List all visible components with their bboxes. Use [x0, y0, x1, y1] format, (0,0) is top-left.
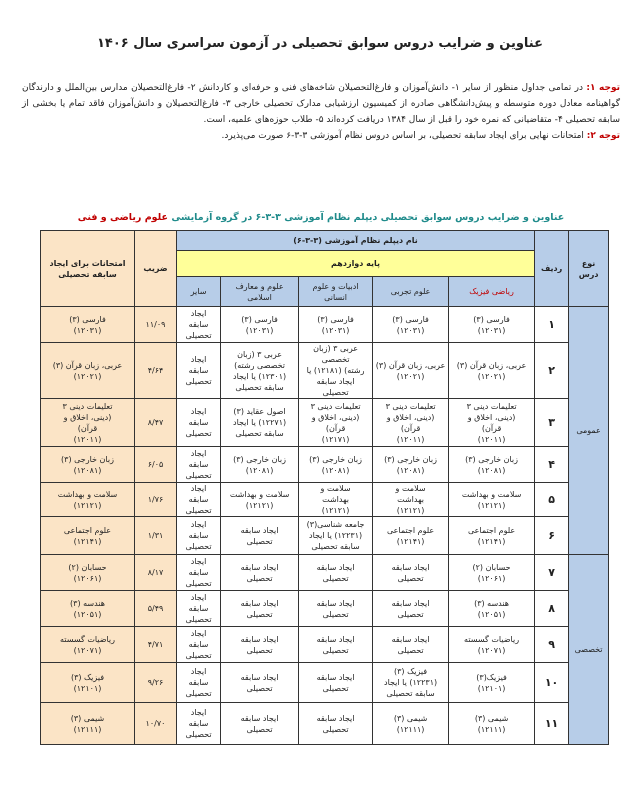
table-row — [41, 483, 609, 517]
cell-exam: عربی، زبان قرآن (۳) (۱۲۰۲۱) — [41, 343, 135, 399]
header-field-experimental: علوم تجربی — [373, 277, 449, 307]
row-number: ۱ — [535, 307, 569, 343]
row-number: ۶ — [535, 517, 569, 555]
cell-field-math: فیزیک(۳) (۱۲۱۰۱) — [449, 663, 535, 703]
table-row — [41, 627, 609, 663]
cell-field-islamic: ایجاد سابقه تحصیلی — [221, 703, 299, 745]
cell-field-math: شیمی (۳) (۱۲۱۱۱) — [449, 703, 535, 745]
cell-coef: ۱/۳۱ — [135, 517, 177, 555]
table-body — [41, 307, 609, 745]
cell-field-islamic: ایجاد سابقه تحصیلی — [221, 517, 299, 555]
table-title-group: علوم ریاضی و فنی — [77, 212, 168, 223]
cell-exam: فارسی (۳) (۱۲۰۳۱) — [41, 307, 135, 343]
header-lesson-type: نوع درس — [569, 231, 609, 307]
note-1-label: توجه ۱: — [586, 83, 621, 93]
cell-field-other: ایجاد سابقه تحصیلی — [177, 663, 221, 703]
table-row — [41, 663, 609, 703]
row-number: ۷ — [535, 555, 569, 591]
cell-field-islamic: ایجاد سابقه تحصیلی — [221, 627, 299, 663]
cell-coef: ۶/۰۵ — [135, 447, 177, 483]
cell-field-humanities: تعلیمات دینی ۳ (دینی، اخلاق و قرآن) (۱۲۱۷۱) — [299, 399, 373, 447]
cell-field-other: ایجاد سابقه تحصیلی — [177, 627, 221, 663]
cell-field-math: فارسی (۳) (۱۲۰۳۱) — [449, 307, 535, 343]
cell-field-humanities: ایجاد سابقه تحصیلی — [299, 591, 373, 627]
table-title-main: عناوین و ضرایب دروس سوابق تحصیلی دیپلم نظام آموزشی ۳-۳-۶ در گروه آزمایشی — [171, 212, 565, 223]
notes — [22, 80, 620, 144]
table-title — [22, 212, 620, 223]
cell-field-other: ایجاد سابقه تحصیلی — [177, 307, 221, 343]
cell-exam: سلامت و بهداشت (۱۲۱۲۱) — [41, 483, 135, 517]
header-exams: امتحانات برای ایجاد سابقه تحصیلی — [41, 231, 135, 307]
cell-field-humanities: سلامت و بهداشت (۱۲۱۲۱) — [299, 483, 373, 517]
row-number: ۸ — [535, 591, 569, 627]
header-field-islamic: علوم و معارف اسلامی — [221, 277, 299, 307]
cell-field-experimental: فیزیک (۳) (۱۲۲۳۱) یا ایجاد سابقه تحصیلی — [373, 663, 449, 703]
cell-exam: علوم اجتماعی (۱۲۱۴۱) — [41, 517, 135, 555]
cell-field-experimental: تعلیمات دینی ۳ (دینی، اخلاق و قرآن) (۱۲۰۱۱) — [373, 399, 449, 447]
row-number: ۵ — [535, 483, 569, 517]
cell-field-islamic: اصول عقاید (۳) (۱۲۲۷۱) یا ایجاد سابقه تحصیلی — [221, 399, 299, 447]
cell-field-islamic: عربی ۳ (زبان تخصصی رشته) (۱۲۳۰۱) یا ایجاد سابقه تحصیلی — [221, 343, 299, 399]
cell-field-math: هندسه (۳) (۱۲۰۵۱) — [449, 591, 535, 627]
cell-exam: فیزیک (۳) (۱۲۱۰۱) — [41, 663, 135, 703]
note-2 — [22, 128, 620, 144]
cell-coef: ۴/۶۴ — [135, 343, 177, 399]
row-number: ۳ — [535, 399, 569, 447]
cell-field-math: زبان خارجی (۳) (۱۲۰۸۱) — [449, 447, 535, 483]
table-row — [41, 555, 609, 591]
cell-coef: ۹/۲۶ — [135, 663, 177, 703]
cell-field-other: ایجاد سابقه تحصیلی — [177, 483, 221, 517]
note-2-label: توجه ۲: — [586, 131, 620, 141]
cell-field-experimental: علوم اجتماعی (۱۲۱۴۱) — [373, 517, 449, 555]
cell-field-other: ایجاد سابقه تحصیلی — [177, 517, 221, 555]
table-row — [41, 307, 609, 343]
cell-field-humanities: ایجاد سابقه تحصیلی — [299, 663, 373, 703]
lesson-type-general: عمومی — [569, 307, 609, 555]
cell-field-islamic: ایجاد سابقه تحصیلی — [221, 555, 299, 591]
cell-coef: ۱۱/۰۹ — [135, 307, 177, 343]
row-number: ۱۱ — [535, 703, 569, 745]
header-grade: پایه دوازدهم — [177, 251, 535, 277]
cell-field-math: عربی، زبان قرآن (۳) (۱۲۰۲۱) — [449, 343, 535, 399]
cell-field-islamic: زبان خارجی (۳) (۱۲۰۸۱) — [221, 447, 299, 483]
cell-field-math: علوم اجتماعی (۱۲۱۴۱) — [449, 517, 535, 555]
cell-field-experimental: زبان خارجی (۳) (۱۲۰۸۱) — [373, 447, 449, 483]
cell-field-other: ایجاد سابقه تحصیلی — [177, 343, 221, 399]
table-row — [41, 447, 609, 483]
coefficients-table — [40, 230, 609, 745]
cell-field-other: ایجاد سابقه تحصیلی — [177, 703, 221, 745]
note-1 — [22, 80, 620, 128]
cell-field-other: ایجاد سابقه تحصیلی — [177, 591, 221, 627]
cell-field-other: ایجاد سابقه تحصیلی — [177, 555, 221, 591]
table-row — [41, 399, 609, 447]
cell-field-experimental: سلامت و بهداشت (۱۲۱۲۱) — [373, 483, 449, 517]
cell-exam: شیمی (۳) (۱۲۱۱۱) — [41, 703, 135, 745]
row-number: ۲ — [535, 343, 569, 399]
header-field-humanities: ادبیات و علوم انسانی — [299, 277, 373, 307]
cell-coef: ۸/۱۷ — [135, 555, 177, 591]
cell-field-humanities: زبان خارجی (۳) (۱۲۰۸۱) — [299, 447, 373, 483]
cell-field-other: ایجاد سابقه تحصیلی — [177, 447, 221, 483]
cell-exam: ریاضیات گسسته (۱۲۰۷۱) — [41, 627, 135, 663]
cell-coef: ۱/۷۶ — [135, 483, 177, 517]
lesson-type-specialized: تخصصی — [569, 555, 609, 745]
cell-field-experimental: شیمی (۳) (۱۲۱۱۱) — [373, 703, 449, 745]
cell-field-humanities: جامعه شناسی(۳) (۱۲۲۳۱) یا ایجاد سابقه تحصیلی — [299, 517, 373, 555]
header-field-math: ریاضی فیزیک — [449, 277, 535, 307]
table-row — [41, 517, 609, 555]
cell-field-experimental: فارسی (۳) (۱۲۰۳۱) — [373, 307, 449, 343]
table-row — [41, 703, 609, 745]
cell-exam: تعلیمات دینی ۳ (دینی، اخلاق و قرآن) (۱۲۰۱۱) — [41, 399, 135, 447]
note-2-text: امتحانات نهایی برای ایجاد سابقه تحصیلی، بر اساس دروس نظام آموزشی ۳-۳-۶ صورت می‌پذیرد. — [221, 131, 584, 141]
cell-field-math: تعلیمات دینی ۳ (دینی، اخلاق و قرآن) (۱۲۰۱۱) — [449, 399, 535, 447]
header-field-other: سایر — [177, 277, 221, 307]
cell-field-experimental: عربی، زبان قرآن (۳) (۱۲۰۲۱) — [373, 343, 449, 399]
cell-coef: ۸/۴۷ — [135, 399, 177, 447]
cell-field-humanities: ایجاد سابقه تحصیلی — [299, 627, 373, 663]
cell-field-humanities: ایجاد سابقه تحصیلی — [299, 555, 373, 591]
cell-field-other: ایجاد سابقه تحصیلی — [177, 399, 221, 447]
cell-field-experimental: ایجاد سابقه تحصیلی — [373, 591, 449, 627]
cell-exam: حسابان (۲) (۱۲۰۶۱) — [41, 555, 135, 591]
cell-field-islamic: سلامت و بهداشت (۱۲۱۲۱) — [221, 483, 299, 517]
row-number: ۹ — [535, 627, 569, 663]
cell-exam: زبان خارجی (۳) (۱۲۰۸۱) — [41, 447, 135, 483]
cell-field-islamic: ایجاد سابقه تحصیلی — [221, 591, 299, 627]
cell-exam: هندسه (۳) (۱۲۰۵۱) — [41, 591, 135, 627]
cell-field-humanities: ایجاد سابقه تحصیلی — [299, 703, 373, 745]
cell-field-experimental: ایجاد سابقه تحصیلی — [373, 627, 449, 663]
cell-field-islamic: فارسی (۳) (۱۲۰۳۱) — [221, 307, 299, 343]
cell-field-math: حسابان (۲) (۱۲۰۶۱) — [449, 555, 535, 591]
header-coef: ضریب — [135, 231, 177, 307]
cell-field-math: ریاضیات گسسته (۱۲۰۷۱) — [449, 627, 535, 663]
cell-coef: ۴/۷۱ — [135, 627, 177, 663]
cell-field-math: سلامت و بهداشت (۱۲۱۲۱) — [449, 483, 535, 517]
cell-field-islamic: ایجاد سابقه تحصیلی — [221, 663, 299, 703]
row-number: ۱۰ — [535, 663, 569, 703]
header-system: نام دیپلم نظام آموزشی (۳-۳-۶) — [177, 231, 535, 251]
row-number: ۴ — [535, 447, 569, 483]
note-1-text: در تمامی جداول منظور از سایر ۱- دانش‌آموزان و فارغ‌التحصیلان شاخه‌های فنی و حرفه‌ای و کاردانش ۲- فارغ‌التحصیلان مدارس بین‌الملل و دارندگان گواهینامه معادل دوره متوسطه و پیش‌دانشگاهی صادره از کمیسیون ارزشیابی مدارک تحصیلی خارجی ۳- فارغ‌التحصیلان و دانش‌آموزان فاقد تمام یا بخشی از سابقه تحصیلی ۴- متقاضیانی که نمره خود را قبل از سال ۱۳۸۴ دریافت کرده‌اند ۵- طلاب حوزه‌های علمیه، است. — [22, 83, 620, 125]
cell-field-humanities: عربی ۳ (زبان تخصصی رشته) (۱۲۱۸۱) یا ایجاد سابقه تحصیلی — [299, 343, 373, 399]
header-row: ردیف — [535, 231, 569, 307]
table-row — [41, 591, 609, 627]
cell-field-experimental: ایجاد سابقه تحصیلی — [373, 555, 449, 591]
cell-field-humanities: فارسی (۳) (۱۲۰۳۱) — [299, 307, 373, 343]
cell-coef: ۱۰/۷۰ — [135, 703, 177, 745]
cell-coef: ۵/۴۹ — [135, 591, 177, 627]
page-title: عناوین و ضرایب دروس سوابق تحصیلی در آزمون سراسری سال ۱۴۰۶ — [96, 36, 543, 51]
table-row — [41, 343, 609, 399]
